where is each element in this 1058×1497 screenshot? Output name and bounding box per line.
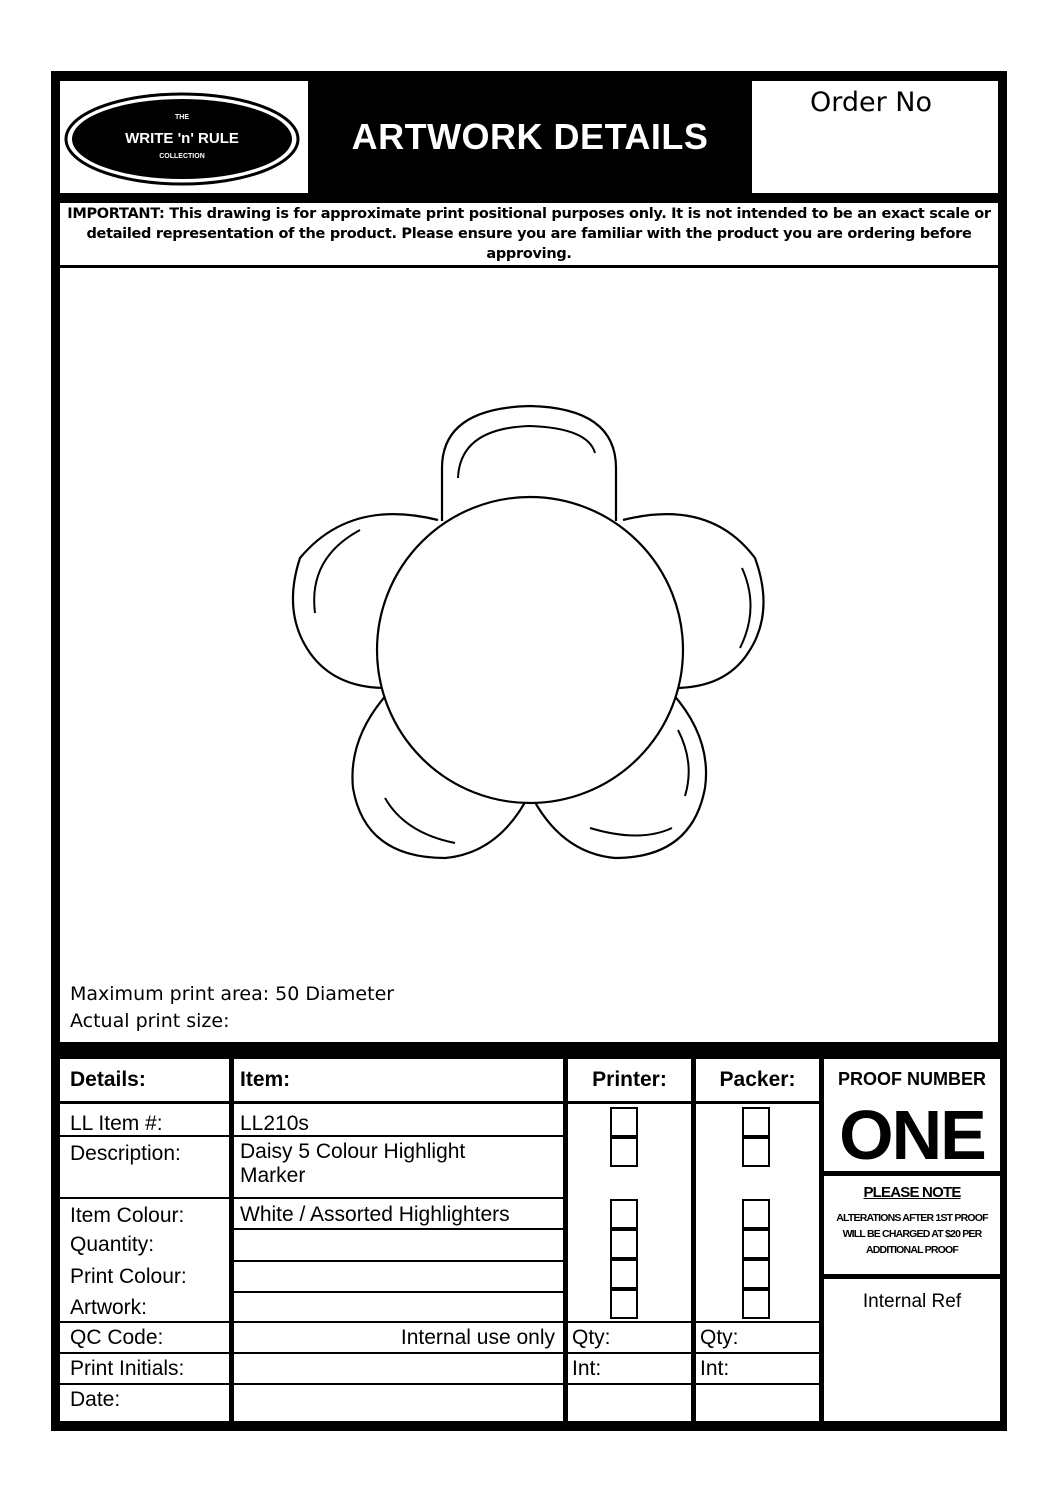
label-ll-item: LL Item #: [70, 1112, 163, 1135]
label-description: Description: [70, 1142, 181, 1165]
proof-number-header: PROOF NUMBER [838, 1069, 986, 1089]
logo-line1: THE [175, 114, 189, 121]
item-header-cell [234, 1059, 563, 1101]
alteration-note-1: ALTERATIONS AFTER 1ST PROOF [836, 1212, 988, 1224]
details-header-cell [60, 1059, 229, 1101]
notice-line-2: detailed representation of the product. Please ensure you are familiar with the product you are ordering before approving. [86, 226, 972, 262]
label-item-colour: Item Colour: [70, 1204, 185, 1227]
details-label-column [60, 1104, 229, 1421]
label-artwork: Artwork: [70, 1296, 148, 1319]
value-ll-item[interactable]: LL210s [240, 1112, 309, 1135]
printer-checkbox-1[interactable] [610, 1107, 638, 1137]
label-quantity: Quantity: [70, 1233, 155, 1256]
label-date: Date: [70, 1388, 121, 1411]
printer-checkbox-3[interactable] [610, 1199, 638, 1229]
daisy-flower-drawing [60, 268, 998, 1042]
internal-ref-label: Internal Ref [862, 1291, 962, 1312]
please-note-box [824, 1176, 1000, 1274]
printer-int-label: Int: [572, 1357, 602, 1380]
printer-checkbox-2[interactable] [610, 1137, 638, 1167]
max-print-area: Maximum print area: 50 Diameter [70, 983, 395, 1005]
value-item-colour[interactable]: White / Assorted Highlighters [240, 1203, 510, 1226]
please-note-heading: PLEASE NOTE [863, 1184, 961, 1201]
details-header: Details: [70, 1068, 146, 1091]
proof-number-box [824, 1059, 1000, 1174]
page-title: ARTWORK DETAILS [351, 116, 709, 157]
label-qc-code: QC Code: [70, 1326, 164, 1349]
artwork-drawing-area [60, 268, 998, 1042]
details-value-column [234, 1104, 563, 1421]
packer-checkbox-4[interactable] [742, 1229, 770, 1259]
notice-line-1: IMPORTANT: This drawing is for approximate print positional purposes only. It is not intended to be an exact scale or [67, 206, 991, 222]
packer-checkbox-3[interactable] [742, 1199, 770, 1229]
logo-panel [60, 81, 308, 193]
item-header: Item: [240, 1068, 291, 1091]
alteration-note-2: WILL BE CHARGED AT $20 PER [842, 1228, 982, 1240]
write-n-rule-logo [60, 81, 308, 193]
important-notice [60, 203, 998, 265]
packer-checkbox-2[interactable] [742, 1137, 770, 1167]
packer-checkbox-1[interactable] [742, 1107, 770, 1137]
printer-checkbox-4[interactable] [610, 1229, 638, 1259]
printer-header: Printer: [592, 1068, 667, 1091]
actual-print-size: Actual print size: [70, 1010, 230, 1032]
logo-line3: COLLECTION [159, 153, 205, 160]
packer-header-cell [696, 1059, 819, 1101]
alteration-note-3: ADDITIONAL PROOF [865, 1244, 958, 1256]
packer-checkbox-5[interactable] [742, 1259, 770, 1289]
proof-number-value: ONE [839, 1096, 985, 1174]
packer-int-label: Int: [700, 1357, 730, 1380]
printer-header-cell [568, 1059, 691, 1101]
printer-checkbox-6[interactable] [610, 1289, 638, 1319]
printer-qty-label: Qty: [572, 1326, 611, 1349]
flower-centre [377, 497, 683, 803]
label-print-colour: Print Colour: [70, 1265, 187, 1288]
packer-header: Packer: [719, 1068, 796, 1091]
value-description[interactable]: Daisy 5 Colour Highlight [240, 1140, 466, 1163]
value-description-2[interactable]: Marker [240, 1164, 306, 1187]
order-number-box [752, 81, 998, 193]
logo-line2: WRITE 'n' RULE [125, 130, 239, 147]
packer-column [696, 1104, 819, 1421]
order-number-label: Order No [810, 87, 933, 118]
label-print-initials: Print Initials: [70, 1357, 185, 1380]
printer-checkbox-5[interactable] [610, 1259, 638, 1289]
value-qc-code: Internal use only [400, 1326, 555, 1349]
printer-column [568, 1104, 691, 1421]
packer-checkbox-6[interactable] [742, 1289, 770, 1319]
internal-ref-box [824, 1279, 1000, 1421]
packer-qty-label: Qty: [700, 1326, 739, 1349]
